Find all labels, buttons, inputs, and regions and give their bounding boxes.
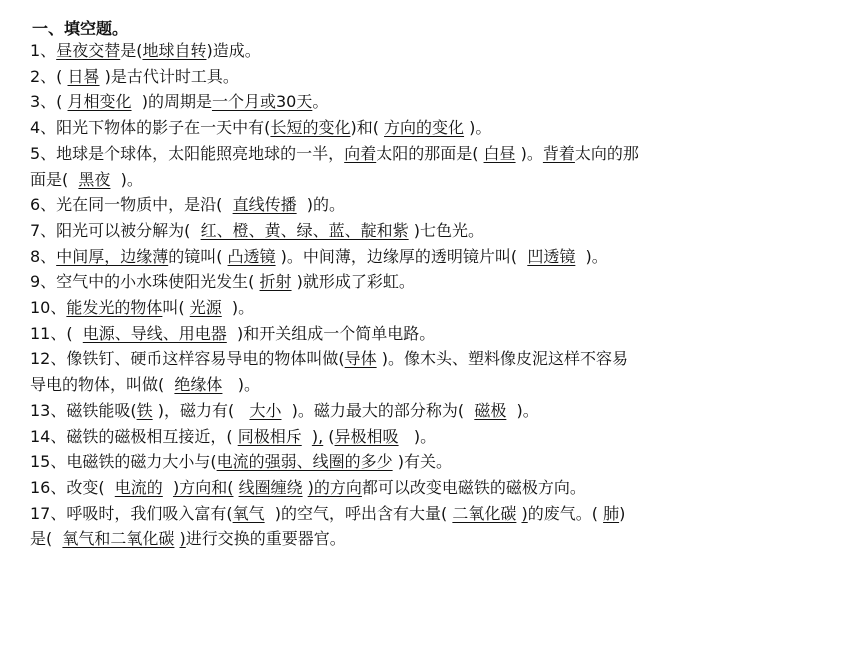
question-text: 2、( [30,66,68,86]
question-text: )有关。 [392,452,452,472]
answer-text: 凹透镜 [527,246,576,266]
question-line [30,170,842,190]
question-text: )七色光。 [408,220,484,240]
section-heading: 一、填空题。 [32,19,129,38]
question-line [30,298,842,318]
answer-text: ), [311,426,324,446]
question-text: )和( [350,118,385,138]
answer-text: 折射 [259,272,292,292]
question-text: 12、像铁钉、硬币这样容易导电的物体叫做( [30,349,345,369]
question-line [30,195,842,215]
answer-text: 凸透镜 [227,246,276,266]
question-line [30,478,842,498]
answer-text: 一个月或30天 [211,92,313,112]
answer-text: 电流的 [114,477,163,497]
question-line [30,247,842,267]
answer-text: 线圈缠绕 [238,477,303,497]
answer-text: 长短的变化 [270,118,351,138]
question-line [30,427,842,447]
question-text: )。 [515,143,543,163]
answer-text: 异极相吸 [334,426,399,446]
answer-text: 导体 [344,349,377,369]
question-text: )的。 [296,195,346,215]
question-text: )。磁力最大的部分称为( [281,400,475,420]
question-text: 的镜叫( [168,246,228,266]
answer-text: 光源 [189,298,222,317]
answer-text: 背着 [542,143,575,163]
question-text: 5、地球是个球体，太阳能照亮地球的一半， [30,143,345,163]
question-line [30,452,842,472]
question-text: 的废气。( [527,503,604,523]
question-text: )。 [221,298,255,317]
question-text: )造成。 [206,41,261,60]
question-text: 4、阳光下物体的影子在一天中有( [30,118,271,138]
question-text: 7、阳光可以被分解为( [30,220,201,240]
question-text: )的空气，呼出含有大量( [264,503,453,523]
question-text: 。 [312,92,329,112]
question-text: 6、光在同一物质中，是沿( [30,195,233,215]
question-text: )。 [575,246,608,266]
question-text: )。 [110,169,143,189]
answer-text: 磁极 [474,400,507,420]
question-text: 进行交换的重要器官。 [185,529,346,549]
answer-text: 铁 [136,400,153,420]
question-line [30,272,842,292]
answer-text: )方向和( [172,477,234,497]
question-text: 是( [30,529,63,549]
question-text: )。 [464,118,492,138]
answer-text: ) [179,529,186,549]
question-text: )。 [398,426,437,446]
answer-text: 方向的变化 [384,118,465,138]
answer-text: 地球自转 [142,41,207,60]
question-line [30,92,842,112]
question-text: )。 [506,400,539,420]
answer-text: 红、橙、黄、绿、蓝、靛和紫 [200,220,409,240]
answer-text: 氧气和二氧化碳 [62,529,175,549]
question-line [30,41,842,61]
answer-text: 月相变化 [67,92,132,112]
question-text: )，磁力有( [152,400,250,420]
answer-text: 同极相斥 [237,426,302,446]
question-line [30,324,842,344]
question-line [30,375,842,395]
answer-text: 昼夜交替 [56,41,121,60]
question-text [163,478,173,497]
question-text: 叫( [162,298,190,317]
question-line [30,67,842,87]
question-text: )和开关组成一个简单电路。 [226,323,436,343]
question-text: )的周期是 [131,92,212,112]
question-text: 11、( [30,323,83,343]
question-line [30,221,842,241]
answer-text: 黑夜 [78,169,111,189]
answer-text: 中间厚，边缘薄 [56,246,169,266]
question-line [30,118,842,138]
answer-text: 能发光的物体 [66,298,163,317]
question-text: 10、 [30,298,67,317]
question-text: )。中间薄，边缘厚的透明镜片叫( [275,246,528,266]
answer-text: 氧气 [232,503,265,523]
question-line [30,401,842,421]
question-text: ) [619,503,626,523]
question-text: 面是( [30,169,79,189]
question-text: 都可以改变电磁铁的磁极方向。 [361,477,586,497]
question-text: 太阳的那面是( [376,143,484,163]
question-text [302,427,312,446]
answer-text: 肺 [603,503,620,523]
answer-text: ) [521,503,528,523]
answer-text: 大小 [249,400,282,420]
question-text: )。像木头、塑料像皮泥这样不容易 [376,349,628,369]
answer-text: 直线传播 [232,195,297,215]
question-text: 9、空气中的小水珠使阳光发生( [30,272,260,292]
question-text: 14、磁铁的磁极相互接近，( [30,426,238,446]
question-text: 1、 [30,41,57,60]
answer-text: 电源、导线、用电器 [82,323,227,343]
answer-text: 绝缘体 [174,375,223,395]
question-text: 13、磁铁能吸( [30,400,137,420]
answer-text: 日晷 [67,66,100,86]
answer-text: 白昼 [483,143,516,163]
question-text: 是( [120,41,143,60]
answer-text: 向着 [344,143,377,163]
answer-text: 二氧化碳 [452,503,517,523]
question-text: )就形成了彩虹。 [291,272,415,292]
question-text: 导电的物体，叫做( [30,375,175,395]
question-line [30,349,842,369]
question-line [30,504,842,524]
question-text: 17、呼吸时，我们吸入富有( [30,503,233,523]
question-text: ( [323,426,335,446]
question-text: 15、电磁铁的磁力大小与( [30,452,217,472]
question-text: 16、改变( [30,477,115,497]
question-line [30,529,842,549]
question-text: 8、 [30,246,57,266]
answer-text: 电流的强弱、线圈的多少 [216,452,393,472]
question-text: 太向的那 [574,143,639,163]
question-text: )是古代计时工具。 [99,66,239,86]
question-text: )。 [222,375,260,395]
question-line [30,144,842,164]
answer-text: )的方向 [307,477,362,497]
question-text: 3、( [30,92,68,112]
